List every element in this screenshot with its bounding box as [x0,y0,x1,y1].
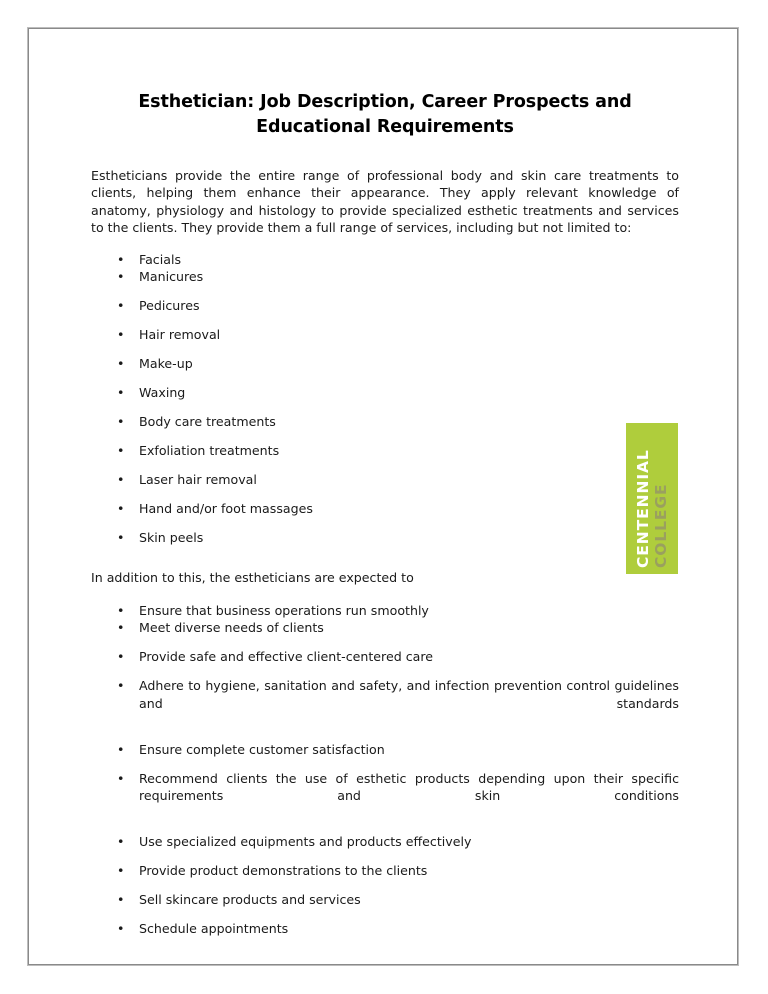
list-item [91,442,679,459]
expectations-list [91,602,679,938]
list-item [91,770,679,822]
list-item [91,619,679,636]
bullet-icon: • [117,678,125,694]
bullet-icon: • [117,327,125,343]
list-item [91,355,679,372]
intro-paragraph: Estheticians provide the entire range of professional body and skin care treatments to clients, helping them enhance their appearance. They apply relevant knowledge of anatomy, physiology and histology to provide specialized esthetic treatments and services to the clients. They provide them a full range of services, including but not limited to: [91,168,679,235]
page-title-line-2: Educational Requirements [256,117,514,137]
list-item [91,326,679,343]
bullet-icon: • [117,620,125,636]
list-item [91,471,679,488]
list-item-label: Use specialized equipments and products effectively [139,834,472,850]
bullet-icon: • [117,501,125,517]
centennial-college-logo-badge [626,423,678,574]
bullet-icon: • [117,298,125,314]
bullet-icon: • [117,269,125,285]
list-item-label: Make-up [139,356,193,372]
services-list [91,251,679,546]
page-title-block [91,69,679,140]
list-item-label: Recommend clients the use of esthetic products depending upon their specific requirements and skin conditions [139,770,679,804]
list-item-label: Ensure complete customer satisfaction [139,741,385,757]
bullet-icon: • [117,252,125,268]
bullet-icon: • [117,892,125,908]
list-item [91,251,679,268]
bullet-icon: • [117,834,125,850]
list-item [91,602,679,619]
bullet-icon: • [117,741,125,757]
document-content [91,69,679,938]
list-item-label: Skin peels [139,530,204,546]
bullet-icon: • [117,530,125,546]
list-item [91,297,679,314]
list-item-label: Schedule appointments [139,921,289,937]
bullet-icon: • [117,472,125,488]
list-item [91,413,679,430]
brand-name-primary: CENTENNIAL [633,449,652,568]
list-item-label: Body care treatments [139,414,276,430]
list-item-label: Adhere to hygiene, sanitation and safety, and infection prevention control guidelines and standards [139,678,679,711]
list-item-label: Ensure that business operations run smoothly [139,602,429,618]
list-item-label: Provide product demonstrations to the clients [139,863,428,879]
page-title-line-1: Esthetician: Job Description, Career Prospects and [138,92,632,112]
bullet-icon: • [117,921,125,937]
list-item [91,741,679,758]
list-item-label: Provide safe and effective client-centered care [139,649,433,665]
list-item-label: Manicures [139,269,204,285]
list-item [91,268,679,285]
mid-paragraph: In addition to this, the estheticians are expected to [91,569,414,585]
bullet-icon: • [117,443,125,459]
brand-badge-rotated-text [626,423,678,574]
brand-name-secondary: COLLEGE [651,483,670,568]
list-item-label: Laser hair removal [139,472,257,488]
bullet-icon: • [117,770,125,786]
list-item-label: Facials [139,252,182,268]
list-item-label: Hand and/or foot massages [139,501,313,517]
bullet-icon: • [117,385,125,401]
list-item-label: Exfoliation treatments [139,443,280,459]
list-item [91,920,679,937]
list-item [91,384,679,401]
list-item [91,891,679,908]
bullet-icon: • [117,602,125,618]
list-item [91,500,679,517]
list-item-label: Waxing [139,385,186,401]
list-item-label: Hair removal [139,327,221,343]
list-item [91,529,679,546]
document-page-frame [28,28,738,965]
list-item [91,862,679,879]
list-item-label: Meet diverse needs of clients [139,620,324,636]
list-item [91,677,679,729]
page-title [103,90,667,140]
list-item-label: Pedicures [139,298,200,314]
bullet-icon: • [117,649,125,665]
list-item [91,833,679,850]
bullet-icon: • [117,356,125,372]
bullet-icon: • [117,863,125,879]
list-item [91,648,679,665]
list-item-label: Sell skincare products and services [139,892,361,908]
bullet-icon: • [117,414,125,430]
